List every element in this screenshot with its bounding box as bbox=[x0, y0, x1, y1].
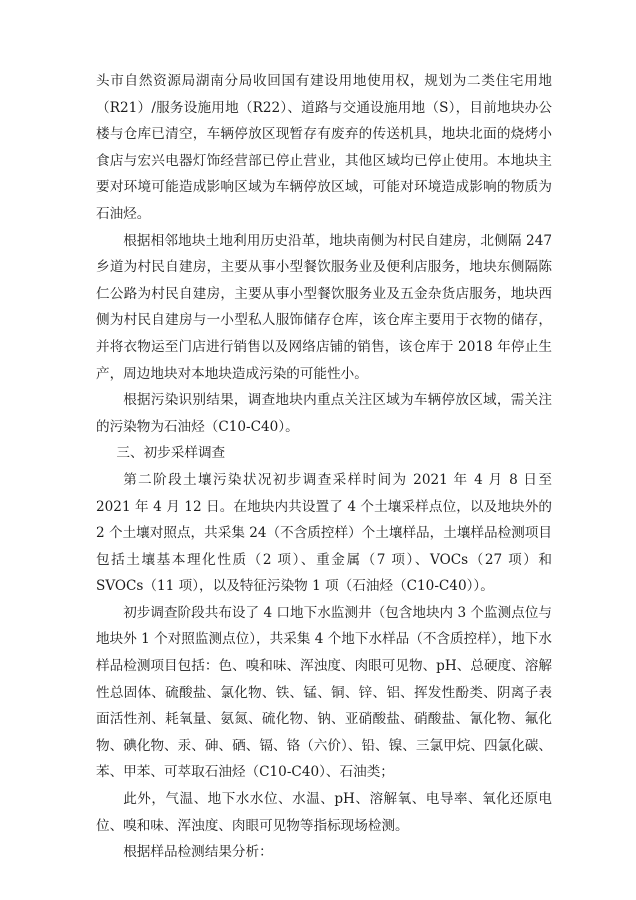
paragraph-groundwater-sampling: 初步调查阶段共布设了 4 口地下水监测井（包含地块内 3 个监测点位与地块外 1 个对照监测点位），共采集 4 个地下水样品（不含质控样），地下水样品检测项目包括：色、嗅和味、浑浊度、肉眼可见物、pH、总硬度、溶解性总固体、硫酸盐、氯化物、铁、锰、铜、锌、铝、挥发性酚类、阴离子表面活性剂、耗氧量、氨氮、硫化物、钠、亚硝酸盐、硝酸盐、氰化物、氟化物、碘化物、汞、砷、硒、镉、铬（六价）、铅、镍、三氯甲烷、四氯化碳、苯、甲苯、可萃取石油烃（C10-C40）、石油类； bbox=[96, 604, 552, 781]
paragraph-soil-sampling: 第二阶段土壤污染状况初步调查采样时间为 2021 年 4 月 8 日至 2021 年 4 月 12 日。在地块内共设置了 4 个土壤采样点位，以及地块外的 2 个土壤对照点，共采集 24（不含质控样）个土壤样品，土壤样品检测项目包括土壤基本理化性质（2 项）、重金属（7 项）、VOCs（27 项）和 SVOCs（11 项），以及特征污染物 1 项（石油烃（C10-C40））。 bbox=[96, 471, 552, 595]
paragraph-pollution-identification: 根据污染识别结果，调查地块内重点关注区域为车辆停放区域，需关注的污染物为石油烃（C10-C40）。 bbox=[96, 392, 552, 435]
document-body bbox=[96, 68, 552, 866]
section-heading-initial-sampling: 三、初步采样调查 bbox=[116, 445, 226, 462]
paragraph-land-status: 头市自然资源局湖南分局收回国有建设用地使用权，规划为二类住宅用地（R21）/服务设施用地（R22）、道路与交通设施用地（S），目前地块办公楼与仓库已清空，车辆停放区现暂存有废弃的传送机具，地块北面的烧烤小食店与宏兴电器灯饰经营部已停止营业，其他区域均已停止使用。本地块主要对环境可能造成影响区域为车辆停放区域，可能对环境造成影响的物质为石油烃。 bbox=[96, 73, 552, 222]
paragraph-adjacent-history: 根据相邻地块土地利用历史沿革，地块南侧为村民自建房，北侧隔 247 乡道为村民自建房，主要从事小型餐饮服务业及便利店服务，地块东侧隔陈仁公路为村民自建房，主要从事小型餐饮服务业及五金杂货店服务，地块西侧为村民自建房与一小型私人服饰储存仓库，该仓库主要用于衣物的储存，并将衣物运至门店进行销售以及网络店铺的销售，该仓库于 2018 年停止生产，周边地块对本地块造成污染的可能性小。 bbox=[96, 232, 552, 382]
paragraph-field-testing: 此外，气温、地下水水位、水温、pH、溶解氧、电导率、氧化还原电位、嗅和味、浑浊度、肉眼可见物等指标现场检测。 bbox=[96, 791, 552, 834]
paragraph-results-intro: 根据样品检测结果分析： bbox=[123, 844, 273, 861]
